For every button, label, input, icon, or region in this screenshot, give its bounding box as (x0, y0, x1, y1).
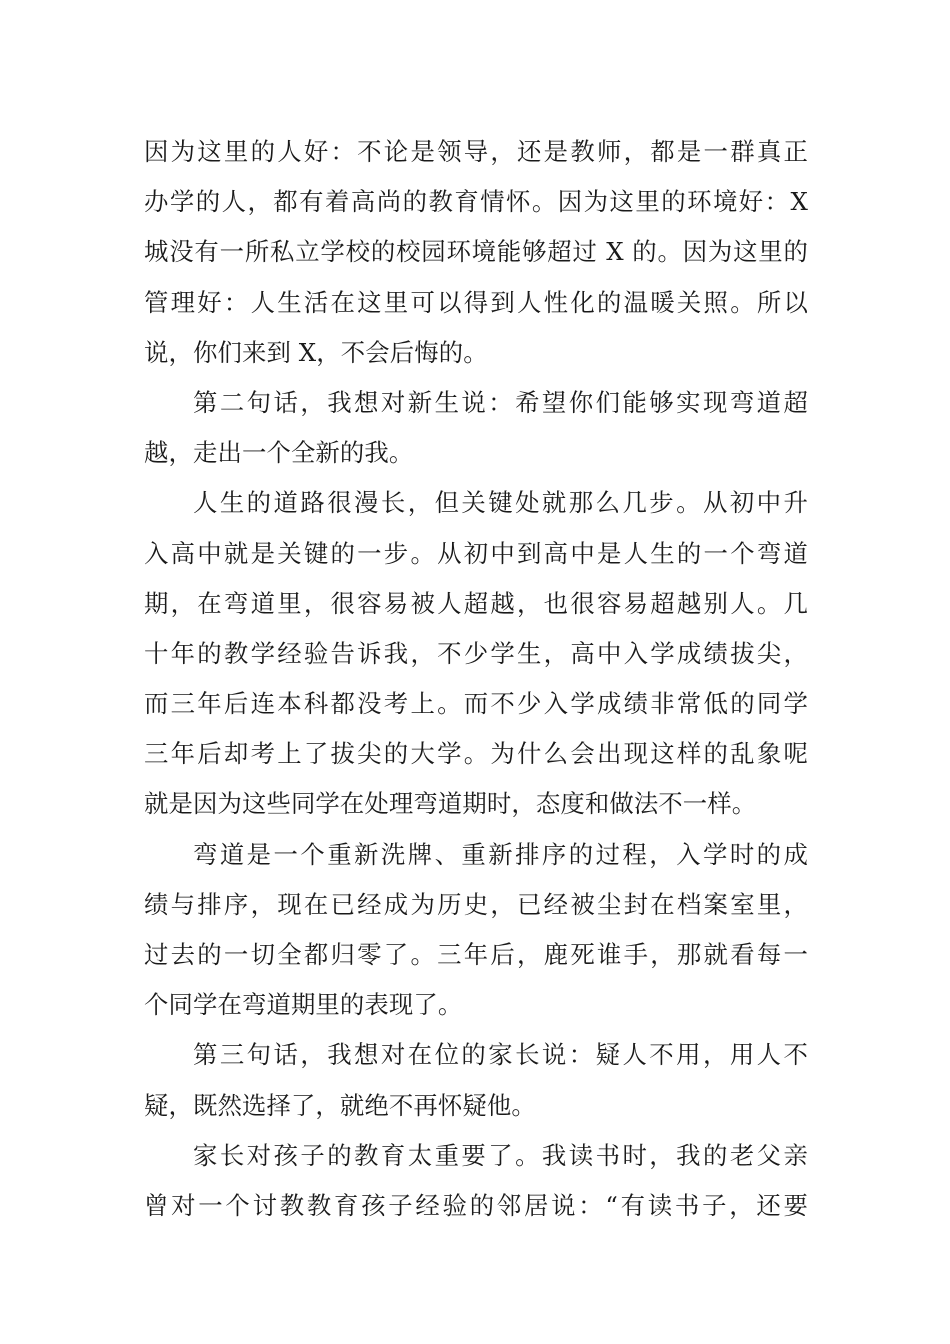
text-line: 因为这里的人好：不论是领导，还是教师，都是一群真正 (144, 137, 808, 166)
text-line: 十年的教学经验告诉我，不少学生，高中入学成绩拔尖， (144, 638, 808, 668)
text-line: 绩与排序，现在已经成为历史，已经被尘封在档案室里， (144, 889, 808, 919)
text-line: 个同学在弯道期里的表现了。 (144, 990, 463, 1020)
paragraph-first-line: 弯道是一个重新洗牌、重新排序的过程，入学时的成 (193, 839, 808, 869)
text-line: 三年后却考上了拔尖的大学。为什么会出现这样的乱象呢 (144, 739, 808, 769)
body-text (144, 127, 808, 1231)
paragraph-first-line: 第二句话，我想对新生说：希望你们能够实现弯道超 (193, 387, 808, 417)
text-line: 说，你们来到 X，不会后悔的。 (144, 337, 488, 367)
text-line: 越，走出一个全新的我。 (144, 438, 414, 468)
paragraph-first-line: 人生的道路很漫长，但关键处就那么几步。从初中升 (193, 488, 808, 518)
text-line: 期，在弯道里，很容易被人超越，也很容易超越别人。几 (144, 588, 808, 618)
text-line: 入高中就是关键的一步。从初中到高中是人生的一个弯道 (144, 538, 808, 568)
text-line: 疑，既然选择了，就绝不再怀疑他。 (144, 1090, 536, 1120)
text-line: 城没有一所私立学校的校园环境能够超过 X 的。因为这里的 (144, 237, 808, 267)
text-line: 过去的一切全都归零了。三年后，鹿死谁手，那就看每一 (144, 940, 808, 969)
paragraph-first-line: 家长对孩子的教育太重要了。我读书时，我的老父亲 (193, 1140, 808, 1170)
text-line: 管理好：人生活在这里可以得到人性化的温暖关照。所以 (144, 287, 808, 317)
text-line: 而三年后连本科都没考上。而不少入学成绩非常低的同学 (144, 689, 808, 719)
paragraph-first-line: 第三句话，我想对在位的家长说：疑人不用，用人不 (193, 1040, 808, 1070)
text-line: 办学的人，都有着高尚的教育情怀。因为这里的环境好：X (144, 187, 808, 217)
text-line: 就是因为这些同学在处理弯道期时，态度和做法不一样。 (144, 789, 757, 819)
text-line: 曾对一个讨教教育孩子经验的邻居说：“有读书子，还要 (144, 1190, 808, 1220)
